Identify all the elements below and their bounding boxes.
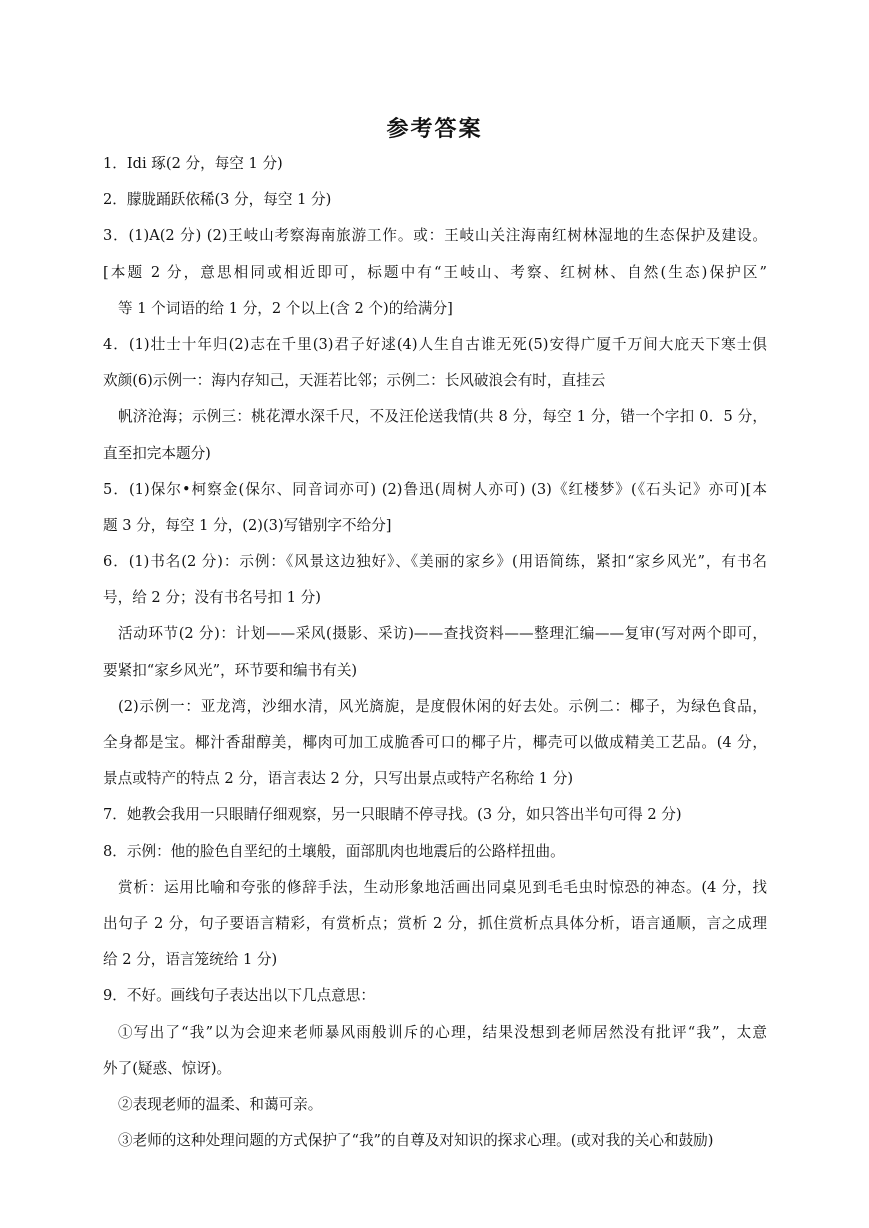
answer-line-3-cont: [本题 2 分，意思相同或相近即可，标题中有“王岐山、考察、红树林、自然(生态)保护区”	[103, 263, 767, 281]
answer-line-8-cont: 赏析：运用比喻和夸张的修辞手法，生动形象地活画出同桌见到毛毛虫时惊恐的神态。(4 分，找	[118, 878, 767, 896]
answer-line-6-cont: 活动环节(2 分)：计划——采风(摄影、采访)——查找资料——整理汇编——复审(写对两个即可，	[118, 625, 767, 643]
answer-line-9: 9．不好。画线句子表达出以下几点意思：	[103, 987, 375, 1005]
answer-line-3: 3．(1)A(2 分) (2)王岐山考察海南旅游工作。或：王岐山关注海南红树林湿地的生态保护及建设。	[103, 227, 767, 245]
answer-line-3-cont: 等 1 个词语的给 1 分，2 个以上(含 2 个)的给满分]	[118, 299, 453, 317]
answer-line-2: 2．朦胧踊跃依稀(3 分，每空 1 分)	[103, 191, 332, 209]
answer-body	[103, 152, 767, 1165]
answer-line-6: 6．(1)书名(2 分)：示例：《风景这边独好》、《美丽的家乡》(用语简练，紧扣“家乡风光”，有书名	[103, 553, 767, 571]
answer-line-9-cont: 外了(疑惑、惊讶)。	[103, 1059, 232, 1077]
answer-line-9-cont: ②表现老师的温柔、和蔼可亲。	[118, 1095, 323, 1113]
answer-line-4-cont: 直至扣完本题分)	[103, 444, 211, 462]
answer-line-5-cont: 题 3 分，每空 1 分，(2)(3)写错别字不给分]	[103, 516, 392, 534]
answer-line-8: 8．示例：他的脸色自垩纪的土壤般，面部肌肉也地震后的公路样扭曲。	[103, 842, 565, 860]
answer-line-6-cont: 景点或特产的特点 2 分，语言表达 2 分，只写出景点或特产名称给 1 分)	[103, 770, 574, 788]
answer-line-9-cont: ③老师的这种处理问题的方式保护了“我”的自尊及对知识的探求心理。(或对我的关心和鼓励)	[118, 1132, 714, 1150]
answer-line-4-cont: 欢颜(6)示例一：海内存知己，天涯若比邻；示例二：长风破浪会有时，直挂云	[103, 372, 606, 390]
answer-line-5: 5．(1)保尔•柯察金(保尔、同音词亦可) (2)鲁迅(周树人亦可) (3)《红楼梦》(《石头记》亦可)[本	[103, 480, 767, 498]
answer-line-6-cont: 要紧扣“家乡风光”，环节要和编书有关)	[103, 661, 358, 679]
answer-line-8-cont: 出句子 2 分，句子要语言精彩，有赏析点；赏析 2 分，抓住赏析点具体分析，语言通顺，言之成理	[103, 914, 767, 932]
answer-line-1: 1．Idi 琢(2 分，每空 1 分)	[103, 155, 283, 172]
page-title: 参考答案	[386, 117, 483, 142]
answer-line-7: 7．她教会我用一只眼睛仔细观察，另一只眼睛不停寻找。(3 分，如只答出半句可得 2 分)	[103, 806, 682, 824]
answer-line-6-cont: (2)示例一：亚龙湾，沙细水清，风光旖旎，是度假休闲的好去处。示例二：椰子，为绿色食品，	[118, 697, 767, 715]
answer-line-8-cont: 给 2 分，语言笼统给 1 分)	[103, 951, 278, 969]
answer-line-9-cont: ①写出了“我”以为会迎来老师暴风雨般训斥的心理，结果没想到老师居然没有批评“我”，太意	[118, 1023, 767, 1041]
answer-line-6-cont: 全身都是宝。椰汁香甜醇美，椰肉可加工成脆香可口的椰子片，椰壳可以做成精美工艺品。(4 分，	[103, 734, 767, 751]
answer-line-4-cont: 帆济沧海；示例三：桃花潭水深千尺，不及汪伦送我情(共 8 分，每空 1 分，错一个字扣 0．5 分，	[118, 408, 767, 426]
answer-line-6-cont: 号，给 2 分；没有书名号扣 1 分)	[103, 589, 321, 607]
answer-line-4: 4．(1)壮士十年归(2)志在千里(3)君子好逑(4)人生自古谁无死(5)安得广厦千万间大庇天下寒士俱	[103, 335, 767, 353]
